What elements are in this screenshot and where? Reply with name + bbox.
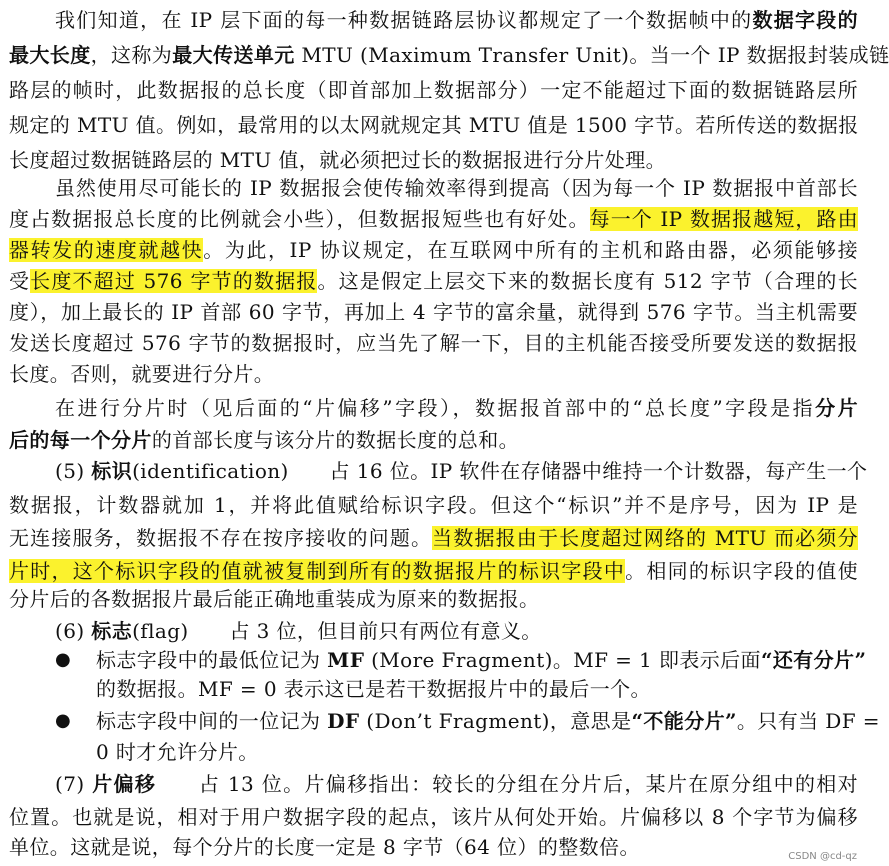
- p5-line-1: (6) 标志(flag) 占 3 位，但目前只有两位有意义。: [55, 619, 542, 643]
- bullet-2-icon: ●: [55, 710, 72, 731]
- bullet-2-line-2: 0 时才允许分片。: [96, 740, 259, 764]
- p4-line-2: 数据报，计数器就加 1，并将此值赋给标识字段。但这个“标识”并不是序号，因为 IP 是: [9, 493, 858, 517]
- p2-line-4: 受长度不超过 576 字节的数据报。这是假定上层交下来的数据长度有 512 字节（合理的长: [9, 269, 858, 293]
- p6-line-3: 单位。这就是说，每个分片的长度一定是 8 字节（64 位）的整数倍。: [9, 835, 640, 859]
- p4-line-5: 分片后的各数据报片最后能正确地重装成为原来的数据报。: [9, 587, 540, 611]
- p4-line-4: 片时，这个标识字段的值就被复制到所有的数据报片的标识字段中。相同的标识字段的值使: [9, 559, 858, 583]
- p4-line-3: 无连接服务，数据报不存在按序接收的问题。当数据报由于长度超过网络的 MTU 而必须分: [9, 526, 858, 550]
- p1-line-1: 我们知道，在 IP 层下面的每一种数据链路层协议都规定了一个数据帧中的数据字段的: [55, 8, 858, 32]
- bullet-2-line-1: 标志字段中间的一位记为 DF (Don’t Fragment)，意思是“不能分片”。只有当 DF =: [96, 709, 880, 733]
- p6-line-2: 位置。也就是说，相对于用户数据字段的起点，该片从何处开始。片偏移以 8 个字节为偏移: [9, 805, 858, 829]
- bullet-1-icon: ●: [55, 649, 72, 670]
- highlight-1b: 器转发的速度就越快: [9, 238, 204, 262]
- highlight-3b: 片时，这个标识字段的值就被复制到所有的数据报片的标识字段中: [9, 559, 626, 583]
- p4-line-1: (5) 标识(identification) 占 16 位。IP 软件在存储器中维持一个计数器，每产生一个: [55, 459, 868, 483]
- p2-line-3: 器转发的速度就越快。为此，IP 协议规定，在互联网中所有的主机和路由器，必须能够接: [9, 238, 858, 262]
- p2-line-2: 度占数据报总长度的比例就会小些），但数据报短些也有好处。每一个 IP 数据报越短，路由: [9, 207, 858, 231]
- p1-line-5: 长度超过数据链路层的 MTU 值，就必须把过长的数据报进行分片处理。: [9, 148, 666, 172]
- bullet-1-line-2: 的数据报。MF = 0 表示这已是若干数据报片中的最后一个。: [96, 677, 651, 701]
- bullet-1-line-1: 标志字段中的最低位记为 MF (More Fragment)。MF = 1 即表示后面“还有分片”: [96, 648, 867, 672]
- p1-line-3: 路层的帧时，此数据报的总长度（即首部加上数据部分）一定不能超过下面的数据链路层所: [9, 78, 858, 102]
- p1-line-2: 最大长度，这称为最大传送单元 MTU (Maximum Transfer Unit)。当一个 IP 数据报封装成链: [9, 43, 889, 67]
- p3-line-2: 后的每一个分片的首部长度与该分片的数据长度的总和。: [9, 428, 520, 452]
- highlight-3a: 当数据报由于长度超过网络的 MTU 而必须分: [432, 526, 858, 550]
- p2-line-5: 度），加上最长的 IP 首部 60 字节，再加上 4 字节的富余量，就得到 576 字节。当主机需要: [9, 300, 858, 324]
- highlight-2: 长度不超过 576 字节的数据报: [30, 269, 318, 293]
- watermark: CSDN @cd-qz: [788, 851, 857, 862]
- p2-line-1: 虽然使用尽可能长的 IP 数据报会使传输效率得到提高（因为每一个 IP 数据报中首部长: [55, 176, 858, 200]
- p2-line-6: 发送长度超过 576 字节的数据报时，应当先了解一下，目的主机能否接受所要发送的数据报: [9, 331, 858, 355]
- p2-line-7: 长度。否则，就要进行分片。: [9, 362, 275, 386]
- p3-line-1: 在进行分片时（见后面的“片偏移”字段），数据报首部中的“总长度”字段是指分片: [55, 396, 858, 420]
- p6-line-1: (7) 片偏移 占 13 位。片偏移指出：较长的分组在分片后，某片在原分组中的相对: [55, 772, 858, 796]
- highlight-1a: 每一个 IP 数据报越短，路由: [589, 207, 858, 231]
- p1-line-4: 规定的 MTU 值。例如，最常用的以太网就规定其 MTU 值是 1500 字节。若所传送的数据报: [9, 113, 859, 137]
